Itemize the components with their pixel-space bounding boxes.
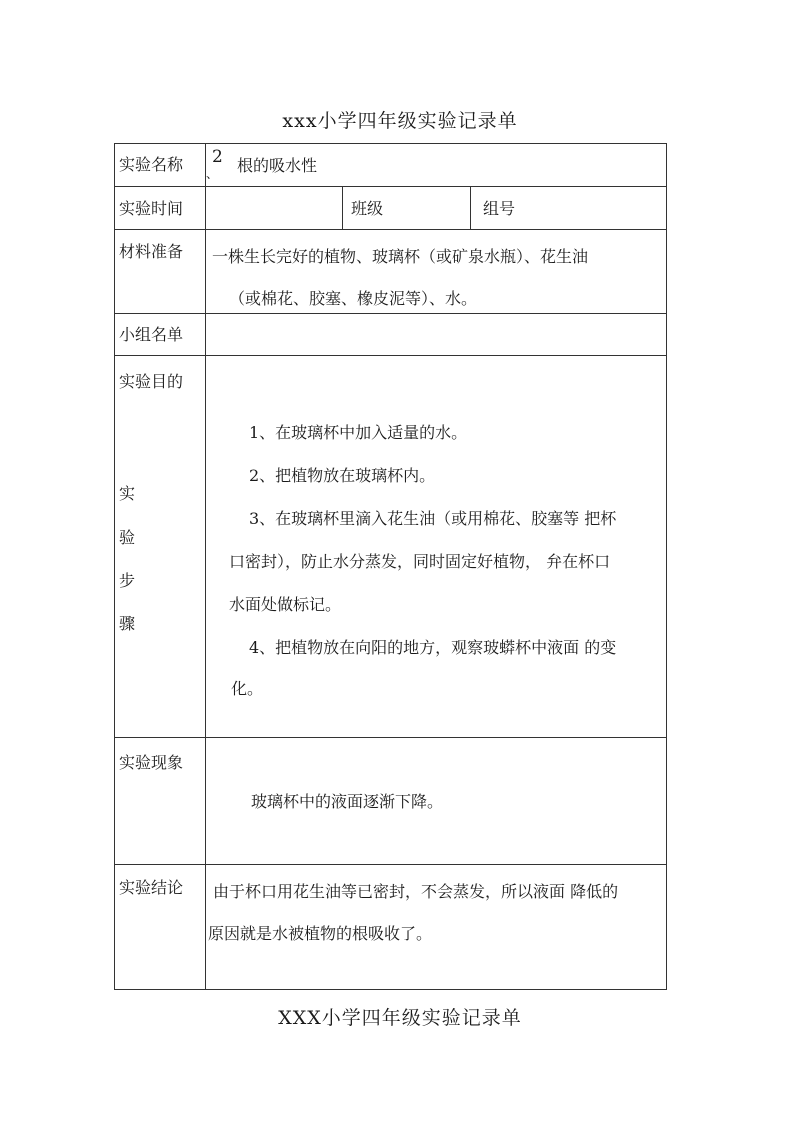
- group-label: 组号: [483, 199, 516, 218]
- step-line: 化。: [231, 679, 264, 698]
- experiment-number: 2: [212, 147, 223, 167]
- class-label: 班级: [351, 199, 384, 218]
- step-line: 2、把植物放在玻璃杯内。: [249, 466, 436, 485]
- steps-label-char: 验: [119, 528, 136, 547]
- step-line: 1、在玻璃杯中加入适量的水。: [249, 423, 468, 442]
- column-divider: [470, 186, 471, 229]
- steps-label-char: 实: [119, 484, 136, 503]
- record-table: [114, 143, 667, 990]
- experiment-number-mark: 、: [206, 167, 219, 181]
- page-title: xxx小学四年级实验记录单: [282, 110, 518, 132]
- row-divider: [115, 186, 666, 187]
- column-divider: [342, 186, 343, 229]
- step-line: 口密封），防止水分蒸发，同时固定好植物， 弁在杯口: [229, 552, 611, 571]
- materials-line: 一株生长完好的植物、玻璃杯（或矿泉水瓶）、花生油: [212, 247, 589, 266]
- conclusion-line: 由于杯口用花生油等已密封，不会蒸发，所以液面 降低的: [213, 882, 619, 901]
- step-line: 4、把植物放在向阳的地方，观察玻蟒杯中液面 的变: [249, 638, 617, 657]
- conclusion-line: 原因就是水被植物的根吸收了。: [208, 924, 433, 943]
- next-page-title: XXX小学四年级实验记录单: [278, 1007, 522, 1029]
- row-divider: [115, 737, 666, 738]
- steps-label-char: 骤: [119, 614, 136, 633]
- materials-line: （或棉花、胶塞、橡皮泥等）、水。: [229, 289, 478, 308]
- phenomenon-text: 玻璃杯中的液面逐渐下降。: [251, 792, 444, 811]
- group-members-label: 小组名单: [119, 325, 184, 344]
- purpose-label: 实验目的: [119, 372, 184, 391]
- experiment-name-value: 根的吸水性: [237, 156, 318, 175]
- row-divider: [115, 313, 666, 314]
- conclusion-label: 实验结论: [119, 878, 184, 897]
- row-divider: [115, 355, 666, 356]
- step-line: 3、在玻璃杯里滴入花生油（或用棉花、胶塞等 把杯: [249, 509, 617, 528]
- row-divider: [115, 864, 666, 865]
- step-line: 水面处做标记。: [229, 595, 342, 614]
- phenomenon-label: 实验现象: [119, 753, 184, 772]
- experiment-name-label: 实验名称: [119, 155, 184, 174]
- steps-label-char: 步: [119, 571, 136, 590]
- materials-label: 材料准备: [119, 242, 184, 261]
- row-divider: [115, 229, 666, 230]
- experiment-time-label: 实验时间: [119, 199, 184, 218]
- label-column-divider: [205, 144, 206, 989]
